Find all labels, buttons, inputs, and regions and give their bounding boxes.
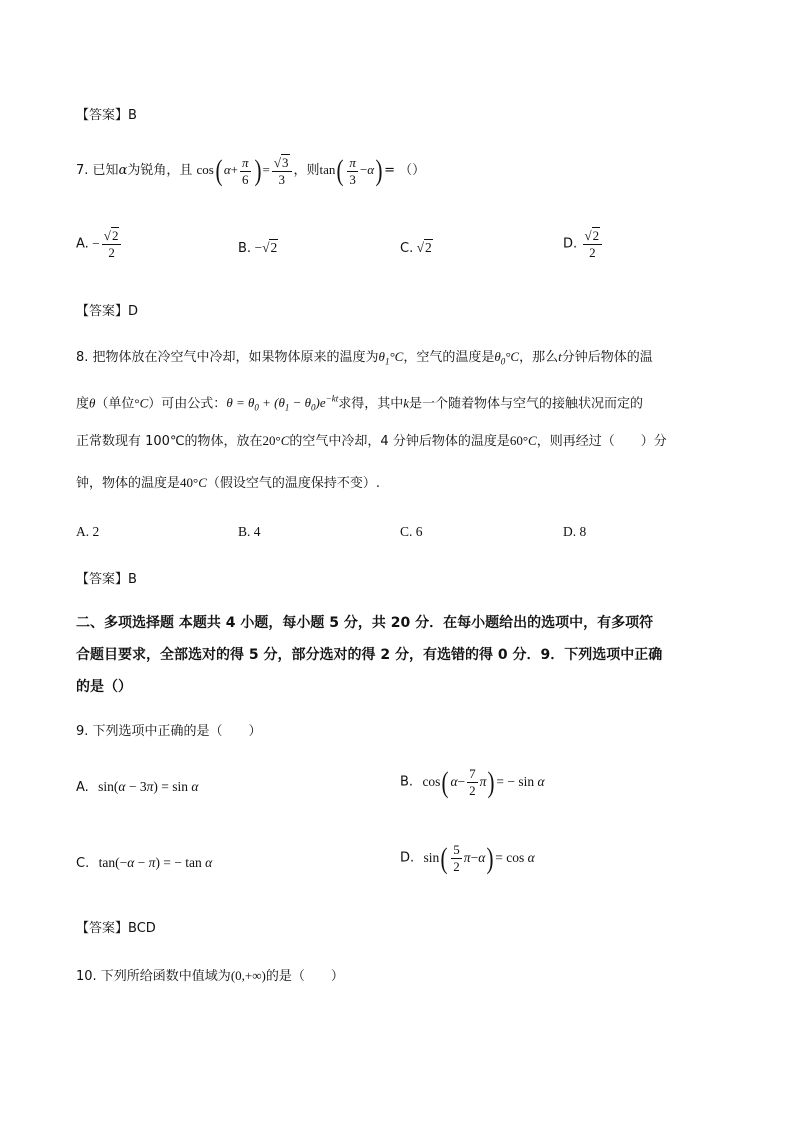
q8-option-b: B. 4 [238,524,261,539]
q7-formula-tan: tan( $\frac{\pi}{3}$ −α) [319,154,383,188]
q9-option-a: A. sin(α − 3π) = sin α [76,779,199,795]
q8-line-4: 钟，物体的温度是40°C（假设空气的温度保持不变）. [76,475,381,491]
q7-option-c: C. √2 [400,240,432,256]
q8-option-c: C. 6 [400,524,423,539]
q7-option-b: B. −√2 [238,240,278,256]
q7-text-2: 为锐角，且 [127,163,193,178]
answer-9: 【答案】BCD [76,921,156,936]
q8-line-2: 度θ（单位°C）可由公式：$\theta = \theta_0 + (\theta_1 - \theta_0)e^{-kt}$求得，其中k是一个随着物体与空气的接触状况而定的 [76,394,644,413]
answer-6: 【答案】B [76,108,137,123]
q9-stem: 9. 下列选项中正确的是（ ） [76,724,262,739]
q8-option-a: A. 2 [76,524,100,539]
q7-option-d: D. $\frac{√2}{2}$ [563,228,604,261]
q7-number: 7. [76,163,89,178]
question-7: 7. 已知α为锐角，且 cos( α+ $\frac{\pi}{6}$ ) = $\frac{√3}{3}$ ，则tan( $\frac{\pi}{3}$ −α) = （） [76,154,426,188]
q7-text-1: 已知 [92,163,119,178]
q7-option-a: A. − $\frac{√2}{2}$ [76,228,123,261]
q9-option-b: B. cos( α− $\frac{7}{2}$ π) = − sin α [400,765,545,799]
q7-text-3: ，则 [293,163,320,178]
section-2-line-3: 的是（） [76,679,132,695]
q9-option-c: C. tan(−α − π) = − tan α [76,855,213,871]
q8-option-d: D. 8 [563,524,587,539]
q7-formula-cos: cos( α+ $\frac{\pi}{6}$ ) = $\frac{√3}{3}$ [197,162,294,177]
q8-line-3: 正常数现有 100℃的物体，放在20°C的空气中冷却，4 分钟后物体的温度是60°C，则再经过（ ）分 [76,433,667,449]
section-2-line-2: 合题目要求，全部选对的得 5 分，部分选对的得 2 分，有选错的得 0 分．9．下列选项中正确 [76,647,663,663]
q9-option-d: D. sin( $\frac{5}{2}$ π−α) = cos α [400,841,535,875]
q10-stem: 10. 下列所给函数中值域为(0,+∞)的是（ ） [76,968,344,984]
answer-8: 【答案】B [76,572,137,587]
answer-7: 【答案】D [76,304,139,319]
q7-text-4: = （） [384,163,426,178]
section-2-line-1: 二、多项选择题 本题共 4 小题，每小题 5 分，共 20 分．在每小题给出的选项中，有多项符 [76,615,654,631]
q8-line-1: 8. 把物体放在冷空气中冷却，如果物体原来的温度为$\theta_1^\circ C$，空气的温度是$\theta_0^\circ C$，那么t分钟后物体的温 [76,349,653,367]
